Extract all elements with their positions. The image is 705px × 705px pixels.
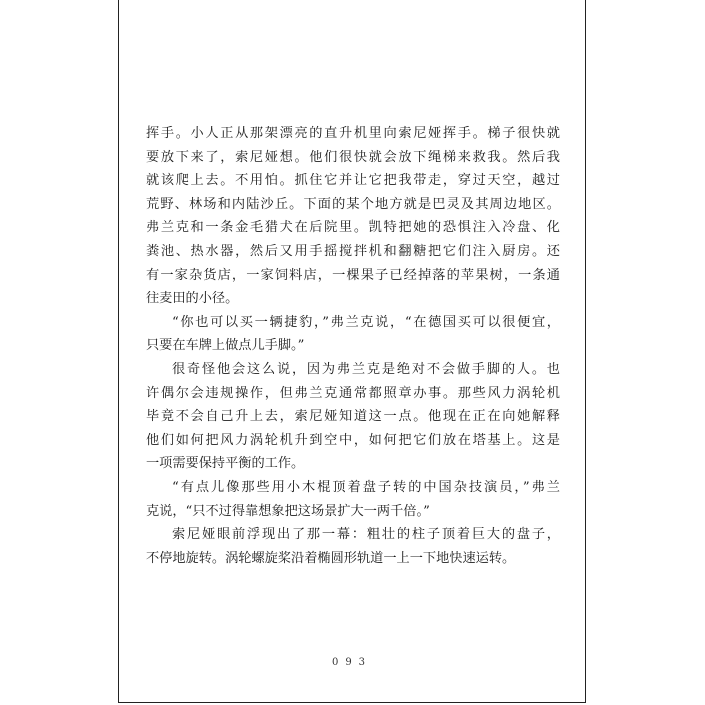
body-text: [146, 122, 560, 570]
text-line: 只要在车牌上做点儿手脚。”: [146, 338, 305, 354]
text-line: 荒野、林场和内陆沙丘。下面的某个地方就是巴灵及其周边地区。: [146, 196, 560, 212]
text-line: “你也可以买一辆捷豹，”弗兰克说，“在德国买可以很便宜，: [172, 314, 560, 330]
text-line: 粪池、热水器，然后又用手摇搅拌机和翻糖把它们注入厨房。还: [146, 243, 560, 259]
text-line: 往麦田的小径。: [146, 291, 239, 307]
text-line: “有点儿像那些用小木棍顶着盘子转的中国杂技演员，”弗兰: [172, 479, 560, 495]
text-line: 要放下来了，索尼娅想。他们很快就会放下绳梯来救我。然后我: [146, 149, 560, 165]
text-line: 毕竟不会自己升上去，索尼娅知道这一点。他现在正在向她解释: [146, 409, 560, 425]
text-line: 索尼娅眼前浮现出了那一幕：粗壮的柱子顶着巨大的盘子，: [172, 527, 560, 543]
text-line: 他们如何把风力涡轮机升到空中，如何把它们放在塔基上。这是: [146, 432, 560, 448]
book-page: [118, 0, 586, 703]
text-line: 弗兰克和一条金毛猎犬在后院里。凯特把她的恐惧注入冷盘、化: [146, 220, 560, 236]
text-line: 挥手。小人正从那架漂亮的直升机里向索尼娅挥手。梯子很快就: [146, 126, 560, 141]
text-line: 不停地旋转。涡轮螺旋桨沿着椭圆形轨道一上一下地快速运转。: [146, 550, 516, 566]
text-line: 很奇怪他会这么说，因为弗兰克是绝对不会做手脚的人。也: [172, 361, 560, 377]
text-line: 克说，“只不过得靠想象把这场景扩大一两千倍。”: [146, 503, 430, 519]
text-line: 有一家杂货店，一家饲料店，一棵果子已经掉落的苹果树，一条通: [146, 267, 560, 283]
page-number: 093: [331, 657, 373, 668]
text-line: 一项需要保持平衡的工作。: [146, 456, 305, 472]
text-line: 就该爬上去。不用怕。抓住它并让它把我带走，穿过天空，越过: [146, 173, 560, 189]
text-line: 许偶尔会违规操作，但弗兰克通常都照章办事。那些风力涡轮机: [146, 385, 560, 401]
